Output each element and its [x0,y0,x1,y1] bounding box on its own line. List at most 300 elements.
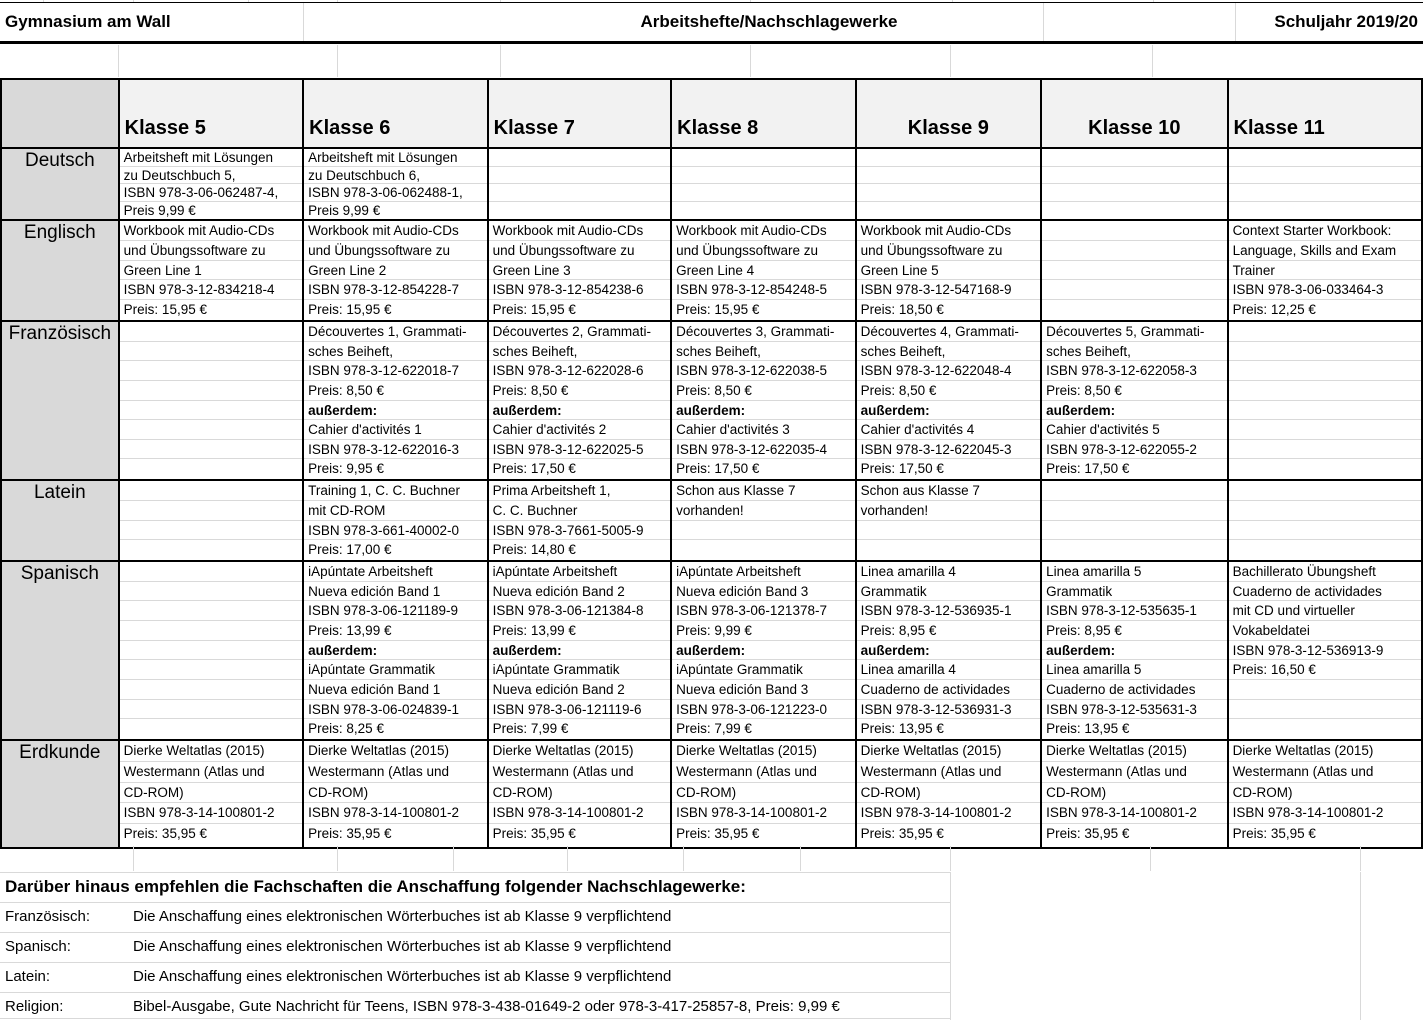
cell-line: Preis: 14,80 € [492,542,576,558]
cell-line [1229,381,1421,401]
cell-line: Nueva edición Band 2 [489,680,670,700]
column-header-klasse-5[interactable] [120,80,304,149]
gridline [133,0,134,2]
cell-line: Preis: 8,50 € [304,381,486,401]
worksheet-table [0,78,1423,849]
cell-englisch-klasse-8[interactable] [672,221,856,322]
gridline [43,0,44,2]
cell-line [1042,149,1226,167]
subject-row-franzoesisch [2,322,1421,481]
cell-line: ISBN 978-3-14-100801-2 [304,803,486,824]
gridline [1153,0,1154,2]
cell-line [1042,300,1226,320]
cell-line: sches Beiheft, [304,342,486,362]
cell-line: mit CD-ROM [304,501,486,521]
cell-line [120,322,302,342]
cell-line [672,184,854,202]
cell-line: ISBN 978-3-12-854238-6 [489,280,670,300]
cell-latein-klasse-5[interactable] [120,481,304,562]
corner-cell[interactable] [2,80,120,149]
column-header-label: Klasse 6 [309,117,391,139]
cell-line: Découvertes 4, Grammati- [857,322,1040,342]
document-title-cell[interactable] [303,3,1235,41]
row-header-latein[interactable] [2,481,120,562]
cell-line: Green Line 5 [857,261,1040,281]
cell-line: Preis: 8,50 € [1042,381,1226,401]
school-name-cell[interactable] [0,3,303,41]
cell-line [1229,540,1421,560]
cell-line: ISBN 978-3-12-622025-5 [489,440,670,460]
cell-englisch-klasse-10[interactable] [1042,221,1228,322]
gridline [950,872,951,1020]
cell-latein-klasse-7[interactable] [489,481,672,562]
cell-line: Preis: 35,95 € [308,826,392,842]
cell-line [489,184,670,202]
footer-heading: Darüber hinaus empfehlen die Fachschaften die Anschaffung folgender Nachschlagewerke: [5,877,746,896]
cell-line: CD-ROM) [489,783,670,804]
cell-line [1229,202,1421,220]
row-header-label: Spanisch [20,563,99,584]
cell-line [857,521,1040,541]
gridline [1360,872,1361,1020]
cell-line: Grammatik [1042,582,1226,602]
column-header-klasse-6[interactable] [304,80,488,149]
cell-englisch-klasse-6[interactable] [304,221,488,322]
table-header-row [2,80,1421,149]
cell-line: Linea amarilla 4 [857,660,1040,680]
cell-line [120,481,302,501]
cell-line: Preis: 17,50 € [1046,461,1130,477]
cell-line: Preis: 17,50 € [860,461,944,477]
cell-line: Nueva edición Band 3 [672,582,854,602]
cell-line: ISBN 978-3-12-536931-3 [857,700,1040,720]
column-header-label: Klasse 10 [1088,117,1181,139]
cell-line: Preis: 17,50 € [676,461,760,477]
cell-line: Cahier d'activités 1 [304,420,486,440]
footer-note-label: Religion: [5,998,64,1015]
cell-line: Bachillerato Übungsheft [1229,562,1421,582]
cell-erdkunde-klasse-11[interactable] [1229,741,1421,847]
cell-line: ISBN 978-3-12-622048-4 [857,361,1040,381]
cell-line: sches Beiheft, [489,342,670,362]
row-header-erdkunde[interactable] [2,741,120,847]
cell-line [672,540,854,560]
footer-note-label: Latein: [5,968,51,985]
cell-line: Trainer [1229,261,1421,281]
column-header-label: Klasse 9 [907,117,989,139]
cell-latein-klasse-6[interactable] [304,481,488,562]
cell-line: Preis: 8,25 € [308,721,384,737]
cell-line: ISBN 978-3-12-834218-4 [120,280,302,300]
cell-line: Preis 9,99 € [123,202,196,218]
cell-line: ISBN 978-3-12-622035-4 [672,440,854,460]
row-header-franzoesisch[interactable] [2,322,120,481]
cell-erdkunde-klasse-10[interactable] [1042,741,1228,847]
cell-line: Preis: 35,95 € [123,826,207,842]
subject-row-spanisch [2,562,1421,741]
footer-note-label: Spanisch: [5,938,71,955]
cell-line: ISBN 978-3-12-536935-1 [857,601,1040,621]
cell-line [1229,420,1421,440]
cell-line: Workbook mit Audio-CDs [489,221,670,241]
cell-line [120,621,302,641]
cell-line: und Übungssoftware zu [120,241,302,261]
cell-line: ISBN 978-3-12-622016-3 [304,440,486,460]
gridline [750,45,751,77]
cell-franzoesisch-klasse-9[interactable] [857,322,1042,481]
cell-line: Preis: 35,95 € [676,826,760,842]
cell-line: CD-ROM) [304,783,486,804]
footer-note-latein[interactable] [0,962,950,992]
cell-line: ISBN 978-3-06-121189-9 [304,601,486,621]
cell-line [1042,521,1226,541]
cell-line [120,719,302,739]
cell-line: ISBN 978-3-06-062487-4, [120,184,302,202]
cell-line [1229,184,1421,202]
cell-spanisch-klasse-8[interactable] [672,562,856,741]
cell-line: Preis: 8,95 € [857,621,1040,641]
cell-englisch-klasse-9[interactable] [857,221,1042,322]
column-header-klasse-8[interactable] [672,80,856,149]
cell-latein-klasse-9[interactable] [857,481,1042,562]
column-header-label: Klasse 8 [677,117,759,139]
cell-line: Découvertes 2, Grammati- [489,322,670,342]
subject-row-deutsch [2,149,1421,221]
cell-spanisch-klasse-5[interactable] [120,562,304,741]
cell-line: Context Starter Workbook: [1229,221,1421,241]
cell-line [120,680,302,700]
cell-line: Green Line 2 [304,261,486,281]
cell-line: Preis: 8,50 € [489,381,670,401]
cell-line: ISBN 978-3-06-121384-8 [489,601,670,621]
cell-line: Linea amarilla 5 [1042,562,1226,582]
cell-line: Découvertes 1, Grammati- [304,322,486,342]
cell-line: und Übungssoftware zu [672,241,854,261]
gridline [337,45,338,77]
cell-line: CD-ROM) [1229,783,1421,804]
cell-line: Dierke Weltatlas (2015) [1042,741,1226,762]
cell-deutsch-klasse-8[interactable] [672,149,856,221]
cell-line: ISBN 978-3-06-033464-3 [1229,280,1421,300]
subject-row-englisch [2,221,1421,322]
cell-line: iApúntate Arbeitsheft [304,562,486,582]
cell-franzoesisch-klasse-11[interactable] [1229,322,1421,481]
column-header-label: Klasse 7 [493,117,575,139]
gridline [952,0,953,2]
cell-line: Preis: 35,95 € [1046,826,1130,842]
cell-latein-klasse-8[interactable] [672,481,856,562]
cell-line [120,420,302,440]
cell-line: Nueva edición Band 1 [304,582,486,602]
cell-line [120,601,302,621]
cell-erdkunde-klasse-9[interactable] [857,741,1042,847]
column-header-klasse-9[interactable] [857,80,1042,149]
cell-line: und Übungssoftware zu [857,241,1040,261]
cell-spanisch-klasse-11[interactable] [1229,562,1421,741]
cell-franzoesisch-klasse-7[interactable] [489,322,672,481]
gridline [337,0,338,2]
footer-note-text: Die Anschaffung eines elektronischen Wörterbuches ist ab Klasse 9 verpflichtend [133,908,672,925]
column-header-label: Klasse 5 [124,117,206,139]
cell-line: ISBN 978-3-14-100801-2 [1042,803,1226,824]
cell-spanisch-klasse-9[interactable] [857,562,1042,741]
cell-line [1229,481,1421,501]
cell-line [857,167,1040,185]
cell-line [1229,719,1421,739]
gridline [0,962,950,963]
cell-line: zu Deutschbuch 6, [304,167,486,185]
cell-line: Westermann (Atlas und [1229,762,1421,783]
gridline [950,846,951,871]
cell-line: Westermann (Atlas und [857,762,1040,783]
gridline [133,846,134,871]
cell-line: Preis: 13,99 € [304,621,486,641]
cell-line: Preis: 16,50 € [1229,660,1421,680]
cell-englisch-klasse-5[interactable] [120,221,304,322]
cell-line: ISBN 978-3-06-121223-0 [672,700,854,720]
cell-line [1042,481,1226,501]
cell-line: Training 1, C. C. Buchner [304,481,486,501]
cell-line: außerdem: [672,401,854,421]
cell-line: Workbook mit Audio-CDs [672,221,854,241]
gridline [1360,846,1361,871]
cell-line: Westermann (Atlas und [120,762,302,783]
cell-line [120,501,302,521]
cell-deutsch-klasse-6[interactable] [304,149,488,221]
cell-line [1042,221,1226,241]
cell-line: Preis: 17,00 € [308,542,392,558]
cell-line: iApúntate Grammatik [304,660,486,680]
cell-line [672,167,854,185]
cell-franzoesisch-klasse-10[interactable] [1042,322,1228,481]
cell-line: ISBN 978-3-12-854248-5 [672,280,854,300]
cell-line [1229,361,1421,381]
footer-heading-cell[interactable] [0,872,950,902]
cell-line: C. C. Buchner [489,501,670,521]
footer-note-spanisch[interactable] [0,932,950,962]
cell-line: Green Line 1 [120,261,302,281]
cell-franzoesisch-klasse-8[interactable] [672,322,856,481]
cell-line [1229,680,1421,700]
cell-line: Westermann (Atlas und [489,762,670,783]
cell-line: ISBN 978-3-12-547168-9 [857,280,1040,300]
cell-line [1042,241,1226,261]
row-header-label: Erdkunde [19,742,101,763]
cell-line: vorhanden! [857,501,1040,521]
cell-line [120,582,302,602]
cell-line: ISBN 978-3-12-622055-2 [1042,440,1226,460]
gridline [567,846,568,871]
cell-line: Preis: 8,50 € [857,381,1040,401]
gridline [337,846,338,871]
row-header-label: Französisch [8,323,112,344]
cell-line: außerdem: [304,641,486,661]
cell-line [1229,149,1421,167]
cell-line: ISBN 978-3-14-100801-2 [857,803,1040,824]
cell-line [1229,501,1421,521]
school-year-cell[interactable] [1235,3,1421,41]
column-header-klasse-7[interactable] [489,80,672,149]
cell-line: Découvertes 3, Grammati- [672,322,854,342]
row-header-label: Englisch [23,222,96,243]
cell-line: Preis: 15,95 € [492,302,576,318]
cell-line: Westermann (Atlas und [1042,762,1226,783]
cell-line: ISBN 978-3-12-622058-3 [1042,361,1226,381]
cell-erdkunde-klasse-5[interactable] [120,741,304,847]
row-header-deutsch[interactable] [2,149,120,221]
cell-line: Westermann (Atlas und [304,762,486,783]
cell-line [857,149,1040,167]
cell-line: Preis: 15,95 € [308,302,392,318]
cell-deutsch-klasse-7[interactable] [489,149,672,221]
gridline [453,846,454,871]
cell-line: ISBN 978-3-12-622018-7 [304,361,486,381]
cell-franzoesisch-klasse-5[interactable] [120,322,304,481]
cell-line: Westermann (Atlas und [672,762,854,783]
gridline [0,932,950,933]
cell-line: mit CD und virtueller [1229,601,1421,621]
cell-deutsch-klasse-10[interactable] [1042,149,1228,221]
cell-line: Preis: 13,95 € [1046,721,1130,737]
cell-line [1042,261,1226,281]
cell-line: und Übungssoftware zu [304,241,486,261]
footer-note-religion[interactable] [0,992,950,1020]
gridline [248,0,249,2]
cell-line: ISBN 978-3-7661-5005-9 [489,521,670,541]
row-header-englisch[interactable] [2,221,120,322]
cell-line: Nueva edición Band 1 [304,680,486,700]
cell-line: Dierke Weltatlas (2015) [857,741,1040,762]
cell-line: Dierke Weltatlas (2015) [120,741,302,762]
cell-line [489,149,670,167]
footer-note-label: Französisch: [5,908,91,925]
cell-deutsch-klasse-11[interactable] [1229,149,1421,221]
cell-line [120,381,302,401]
cell-line: ISBN 978-3-12-622028-6 [489,361,670,381]
cell-line [120,401,302,421]
footer-note-franzoesisch[interactable] [0,902,950,932]
cell-line: iApúntate Grammatik [672,660,854,680]
cell-line [120,521,302,541]
cell-line: Preis: 13,99 € [489,621,670,641]
gridline [303,3,304,41]
column-header-klasse-11[interactable] [1229,80,1421,149]
cell-line [1229,459,1421,479]
school-name: Gymnasium am Wall [5,12,171,31]
cell-line: außerdem: [857,401,1040,421]
cell-spanisch-klasse-7[interactable] [489,562,672,741]
cell-line: ISBN 978-3-06-024839-1 [304,700,486,720]
cell-line: Workbook mit Audio-CDs [304,221,486,241]
cell-line: Language, Skills and Exam [1229,241,1421,261]
cell-line: ISBN 978-3-14-100801-2 [1229,803,1421,824]
cell-line: Preis 9,99 € [308,202,381,218]
row-header-label: Latein [33,482,86,503]
cell-line: ISBN 978-3-12-622038-5 [672,361,854,381]
cell-line: vorhanden! [672,501,854,521]
cell-line: Preis: 15,95 € [676,302,760,318]
cell-line: CD-ROM) [1042,783,1226,804]
cell-line: sches Beiheft, [857,342,1040,362]
cell-line: Dierke Weltatlas (2015) [489,741,670,762]
cell-line [857,540,1040,560]
cell-line: ISBN 978-3-06-062488-1, [304,184,486,202]
gridline [0,902,950,903]
cell-line [1042,202,1226,220]
cell-line: Dierke Weltatlas (2015) [1229,741,1421,762]
cell-line: Découvertes 5, Grammati- [1042,322,1226,342]
cell-line: Preis: 18,50 € [860,302,944,318]
cell-line: Preis: 17,50 € [492,461,576,477]
row-header-spanisch[interactable] [2,562,120,741]
cell-line: ISBN 978-3-12-535631-3 [1042,700,1226,720]
footer-note-text: Die Anschaffung eines elektronischen Wörterbuches ist ab Klasse 9 verpflichtend [133,938,672,955]
cell-line [120,342,302,362]
cell-line [1042,501,1226,521]
cell-line [120,459,302,479]
cell-englisch-klasse-7[interactable] [489,221,672,322]
cell-spanisch-klasse-6[interactable] [304,562,488,741]
cell-erdkunde-klasse-7[interactable] [489,741,672,847]
cell-line: Cahier d'activités 5 [1042,420,1226,440]
cell-line: außerdem: [672,641,854,661]
gridline [800,846,801,871]
cell-englisch-klasse-11[interactable] [1229,221,1421,322]
cell-line: außerdem: [489,401,670,421]
cell-erdkunde-klasse-8[interactable] [672,741,856,847]
gridline [750,0,751,2]
cell-line: ISBN 978-3-12-536913-9 [1229,641,1421,661]
cell-line [120,700,302,720]
subject-row-latein [2,481,1421,562]
cell-line: Preis: 7,99 € [676,721,752,737]
cell-line: Workbook mit Audio-CDs [120,221,302,241]
cell-line [672,521,854,541]
cell-erdkunde-klasse-6[interactable] [304,741,488,847]
cell-line [489,167,670,185]
cell-line: außerdem: [1042,401,1226,421]
gridline [500,0,501,2]
cell-line: Arbeitsheft mit Lösungen [304,149,486,167]
column-header-klasse-10[interactable] [1042,80,1228,149]
cell-line: Vokabeldatei [1229,621,1421,641]
cell-latein-klasse-11[interactable] [1229,481,1421,562]
cell-line: Cuaderno de actividades [1042,680,1226,700]
cell-line: Preis: 9,99 € [672,621,854,641]
cell-line: Schon aus Klasse 7 [857,481,1040,501]
cell-latein-klasse-10[interactable] [1042,481,1228,562]
gridline [1152,45,1153,77]
cell-line: Nueva edición Band 3 [672,680,854,700]
cell-line: Schon aus Klasse 7 [672,481,854,501]
cell-line [1229,521,1421,541]
cell-line: Green Line 3 [489,261,670,281]
gridline [1235,3,1236,41]
cell-spanisch-klasse-10[interactable] [1042,562,1228,741]
cell-line: Workbook mit Audio-CDs [857,221,1040,241]
row-header-label: Deutsch [24,150,95,171]
cell-franzoesisch-klasse-6[interactable] [304,322,488,481]
cell-line [1042,167,1226,185]
cell-deutsch-klasse-9[interactable] [857,149,1042,221]
cell-line [1229,322,1421,342]
footer-note-text: Bibel-Ausgabe, Gute Nachricht für Teens, ISBN 978-3-438-01649-2 oder 978-3-417-25857-8, Preis: 9,99 € [133,998,840,1015]
footer-note-text: Die Anschaffung eines elektronischen Wörterbuches ist ab Klasse 9 verpflichtend [133,968,672,985]
cell-deutsch-klasse-5[interactable] [120,149,304,221]
cell-line: Grammatik [857,582,1040,602]
cell-line: Arbeitsheft mit Lösungen [120,149,302,167]
cell-line: ISBN 978-3-14-100801-2 [120,803,302,824]
